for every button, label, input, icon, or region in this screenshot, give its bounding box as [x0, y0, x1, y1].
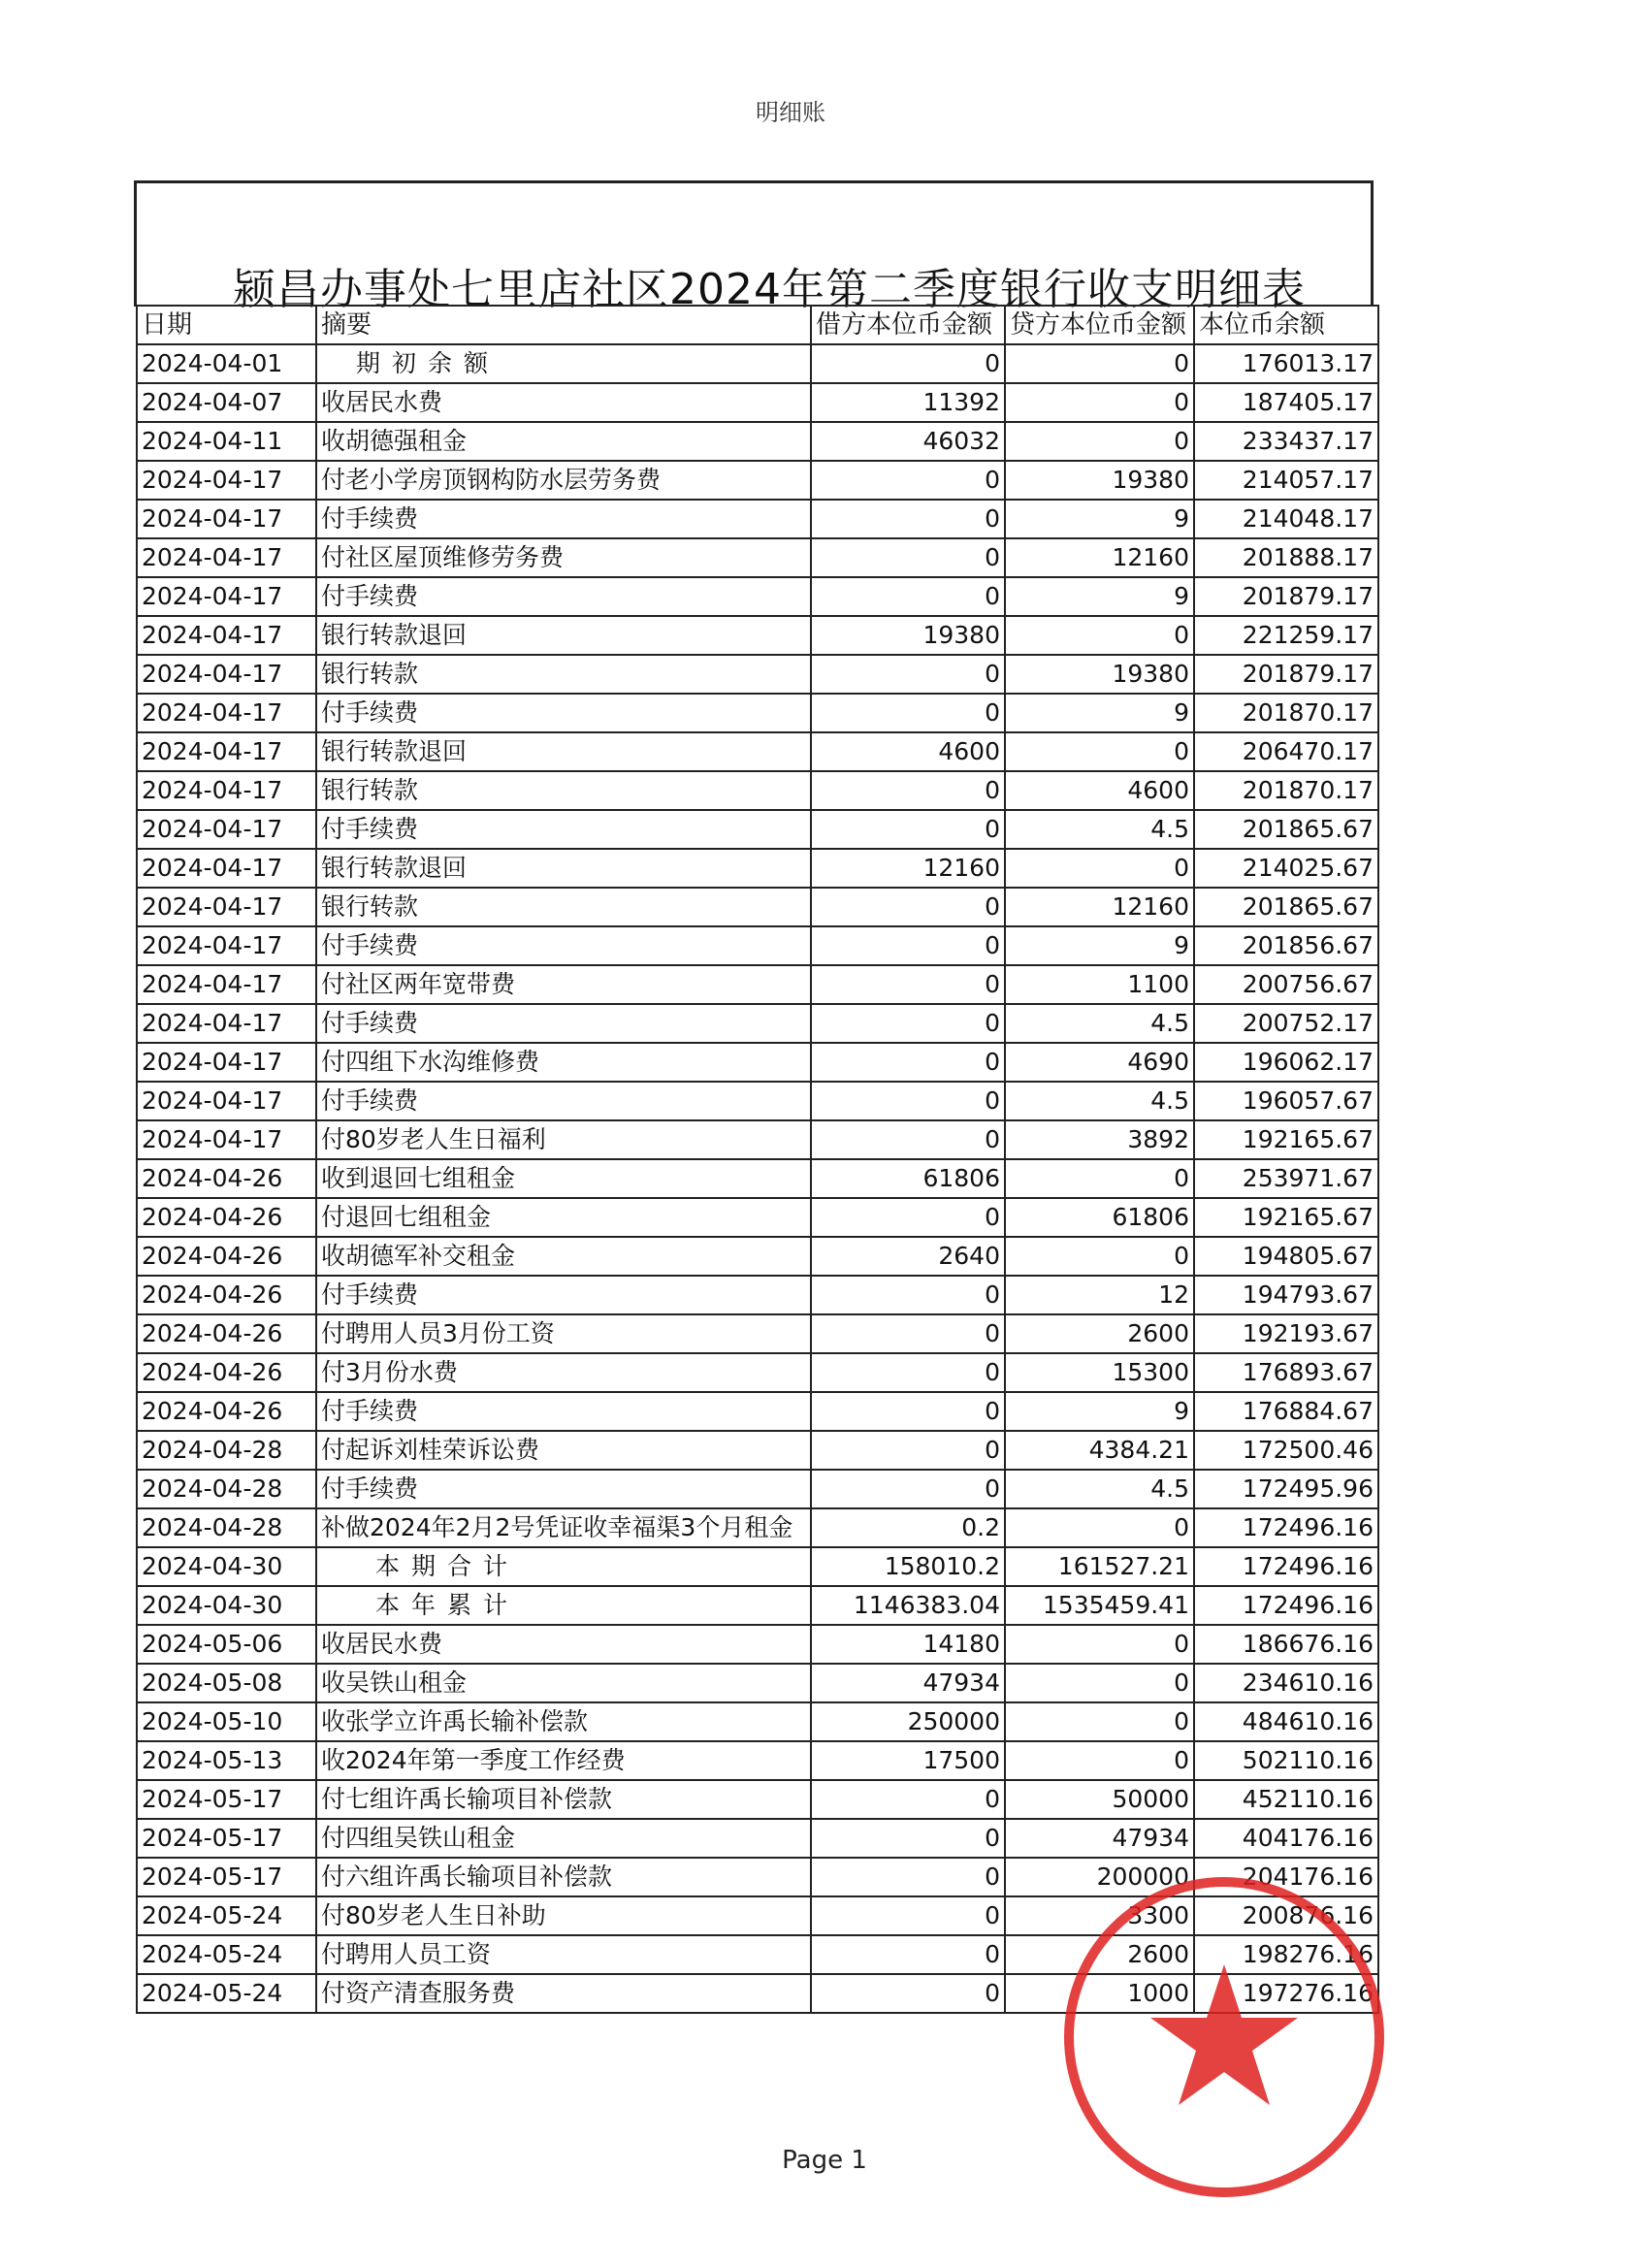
cell-date: 2024-04-17 — [137, 1082, 316, 1120]
cell-debit: 12160 — [811, 849, 1005, 888]
cell-credit: 15300 — [1005, 1353, 1194, 1392]
table-row — [137, 1664, 1378, 1702]
table-row — [137, 1586, 1378, 1625]
cell-date: 2024-04-30 — [137, 1586, 316, 1625]
cell-description: 付手续费 — [316, 577, 811, 616]
table-row — [137, 1043, 1378, 1082]
cell-balance: 172500.46 — [1194, 1431, 1378, 1470]
cell-credit: 61806 — [1005, 1198, 1194, 1237]
cell-balance: 233437.17 — [1194, 422, 1378, 461]
cell-balance: 204176.16 — [1194, 1858, 1378, 1896]
cell-balance: 234610.16 — [1194, 1664, 1378, 1702]
cell-date: 2024-04-11 — [137, 422, 316, 461]
cell-credit: 12 — [1005, 1276, 1194, 1314]
table-row — [137, 810, 1378, 849]
cell-debit: 0 — [811, 965, 1005, 1004]
table-row — [137, 1082, 1378, 1120]
page-header: 明细账 — [756, 99, 825, 126]
seal-star-icon — [1150, 1964, 1298, 2105]
cell-credit: 4690 — [1005, 1043, 1194, 1082]
ledger-table — [136, 305, 1379, 2014]
cell-balance: 176893.67 — [1194, 1353, 1378, 1392]
cell-credit: 9 — [1005, 500, 1194, 538]
cell-date: 2024-04-17 — [137, 849, 316, 888]
table-row — [137, 1353, 1378, 1392]
cell-balance: 192165.67 — [1194, 1120, 1378, 1159]
cell-description: 本年累计 — [316, 1586, 811, 1625]
cell-date: 2024-04-17 — [137, 1120, 316, 1159]
cell-credit: 50000 — [1005, 1780, 1194, 1819]
cell-description: 付六组许禹长输项目补偿款 — [316, 1858, 811, 1896]
cell-debit: 0 — [811, 810, 1005, 849]
cell-balance: 201879.17 — [1194, 577, 1378, 616]
cell-debit: 0 — [811, 694, 1005, 732]
cell-balance: 172496.16 — [1194, 1508, 1378, 1547]
cell-credit: 4.5 — [1005, 1470, 1194, 1508]
cell-date: 2024-04-26 — [137, 1237, 316, 1276]
cell-description: 付手续费 — [316, 500, 811, 538]
cell-date: 2024-04-01 — [137, 344, 316, 383]
cell-date: 2024-04-17 — [137, 888, 316, 926]
cell-credit: 1000 — [1005, 1974, 1194, 2013]
cell-debit: 0 — [811, 1043, 1005, 1082]
cell-credit: 0 — [1005, 849, 1194, 888]
cell-date: 2024-04-17 — [137, 965, 316, 1004]
cell-debit: 0 — [811, 1935, 1005, 1974]
cell-description: 付社区屋顶维修劳务费 — [316, 538, 811, 577]
cell-balance: 221259.17 — [1194, 616, 1378, 655]
cell-date: 2024-04-28 — [137, 1431, 316, 1470]
table-row — [137, 422, 1378, 461]
cell-debit: 0 — [811, 1198, 1005, 1237]
cell-description: 付3月份水费 — [316, 1353, 811, 1392]
table-row — [137, 1780, 1378, 1819]
cell-description: 付资产清查服务费 — [316, 1974, 811, 2013]
cell-date: 2024-05-10 — [137, 1702, 316, 1741]
cell-date: 2024-05-24 — [137, 1935, 316, 1974]
cell-description: 期初余额 — [316, 344, 811, 383]
cell-date: 2024-04-17 — [137, 500, 316, 538]
table-row — [137, 1314, 1378, 1353]
cell-balance: 200752.17 — [1194, 1004, 1378, 1043]
cell-balance: 200756.67 — [1194, 965, 1378, 1004]
table-row — [137, 1392, 1378, 1431]
cell-description: 银行转款 — [316, 655, 811, 694]
cell-balance: 201870.17 — [1194, 771, 1378, 810]
cell-balance: 192193.67 — [1194, 1314, 1378, 1353]
cell-debit: 0 — [811, 538, 1005, 577]
cell-debit: 1146383.04 — [811, 1586, 1005, 1625]
cell-date: 2024-04-26 — [137, 1314, 316, 1353]
cell-date: 2024-04-17 — [137, 1004, 316, 1043]
column-header-description: 摘要 — [316, 306, 811, 344]
cell-description: 银行转款 — [316, 771, 811, 810]
table-row — [137, 926, 1378, 965]
cell-balance: 196062.17 — [1194, 1043, 1378, 1082]
cell-balance: 452110.16 — [1194, 1780, 1378, 1819]
cell-description: 付老小学房顶钢构防水层劳务费 — [316, 461, 811, 500]
table-row — [137, 344, 1378, 383]
cell-debit: 4600 — [811, 732, 1005, 771]
cell-debit: 61806 — [811, 1159, 1005, 1198]
cell-debit: 0 — [811, 888, 1005, 926]
cell-debit: 0 — [811, 1120, 1005, 1159]
cell-description: 银行转款退回 — [316, 616, 811, 655]
cell-balance: 201865.67 — [1194, 888, 1378, 926]
cell-credit: 0 — [1005, 1508, 1194, 1547]
cell-credit: 0 — [1005, 383, 1194, 422]
cell-date: 2024-05-17 — [137, 1858, 316, 1896]
cell-date: 2024-05-24 — [137, 1896, 316, 1935]
column-header-credit: 贷方本位币金额 — [1005, 306, 1194, 344]
cell-description: 收胡德强租金 — [316, 422, 811, 461]
cell-credit: 200000 — [1005, 1858, 1194, 1896]
cell-debit: 47934 — [811, 1664, 1005, 1702]
cell-description: 补做2024年2月2号凭证收幸福渠3个月租金 — [316, 1508, 811, 1547]
column-header-debit: 借方本位币金额 — [811, 306, 1005, 344]
cell-description: 付聘用人员3月份工资 — [316, 1314, 811, 1353]
cell-balance: 214025.67 — [1194, 849, 1378, 888]
cell-description: 付80岁老人生日福利 — [316, 1120, 811, 1159]
cell-debit: 0 — [811, 771, 1005, 810]
cell-credit: 9 — [1005, 694, 1194, 732]
cell-balance: 201856.67 — [1194, 926, 1378, 965]
cell-description: 银行转款退回 — [316, 732, 811, 771]
table-row — [137, 732, 1378, 771]
cell-debit: 14180 — [811, 1625, 1005, 1664]
cell-debit: 17500 — [811, 1741, 1005, 1780]
cell-credit: 0 — [1005, 1237, 1194, 1276]
cell-date: 2024-05-17 — [137, 1819, 316, 1858]
cell-date: 2024-05-13 — [137, 1741, 316, 1780]
cell-balance: 201888.17 — [1194, 538, 1378, 577]
cell-credit: 0 — [1005, 1664, 1194, 1702]
cell-debit: 0 — [811, 1780, 1005, 1819]
cell-balance: 484610.16 — [1194, 1702, 1378, 1741]
cell-credit: 4600 — [1005, 771, 1194, 810]
cell-debit: 0 — [811, 1896, 1005, 1935]
table-row — [137, 1004, 1378, 1043]
table-row — [137, 383, 1378, 422]
cell-date: 2024-04-17 — [137, 616, 316, 655]
table-row — [137, 1237, 1378, 1276]
cell-credit: 0 — [1005, 1625, 1194, 1664]
cell-credit: 1535459.41 — [1005, 1586, 1194, 1625]
cell-debit: 2640 — [811, 1237, 1005, 1276]
cell-debit: 0 — [811, 655, 1005, 694]
table-row — [137, 694, 1378, 732]
cell-date: 2024-04-17 — [137, 694, 316, 732]
cell-description: 付手续费 — [316, 1004, 811, 1043]
cell-credit: 19380 — [1005, 655, 1194, 694]
cell-description: 付起诉刘桂荣诉讼费 — [316, 1431, 811, 1470]
cell-description: 付手续费 — [316, 694, 811, 732]
cell-date: 2024-04-26 — [137, 1392, 316, 1431]
ledger-body — [137, 344, 1378, 2013]
cell-description: 收胡德军补交租金 — [316, 1237, 811, 1276]
cell-balance: 194805.67 — [1194, 1237, 1378, 1276]
cell-credit: 3892 — [1005, 1120, 1194, 1159]
cell-credit: 1100 — [1005, 965, 1194, 1004]
cell-description: 银行转款退回 — [316, 849, 811, 888]
cell-credit: 0 — [1005, 344, 1194, 383]
cell-credit: 2600 — [1005, 1314, 1194, 1353]
cell-date: 2024-04-17 — [137, 538, 316, 577]
cell-description: 付手续费 — [316, 810, 811, 849]
cell-debit: 0 — [811, 1353, 1005, 1392]
table-header-row — [137, 306, 1378, 344]
cell-description: 付手续费 — [316, 1082, 811, 1120]
cell-credit: 0 — [1005, 422, 1194, 461]
cell-description: 付七组许禹长输项目补偿款 — [316, 1780, 811, 1819]
cell-description: 收居民水费 — [316, 1625, 811, 1664]
cell-date: 2024-04-17 — [137, 655, 316, 694]
table-row — [137, 1159, 1378, 1198]
cell-debit: 0 — [811, 577, 1005, 616]
column-header-balance: 本位币余额 — [1194, 306, 1378, 344]
table-row — [137, 1470, 1378, 1508]
cell-balance: 196057.67 — [1194, 1082, 1378, 1120]
cell-credit: 0 — [1005, 1702, 1194, 1741]
table-row — [137, 500, 1378, 538]
cell-balance: 187405.17 — [1194, 383, 1378, 422]
cell-credit: 9 — [1005, 1392, 1194, 1431]
cell-debit: 0 — [811, 1276, 1005, 1314]
cell-debit: 0 — [811, 344, 1005, 383]
table-row — [137, 616, 1378, 655]
table-row — [137, 965, 1378, 1004]
table-row — [137, 1819, 1378, 1858]
cell-balance: 176013.17 — [1194, 344, 1378, 383]
cell-balance: 197276.16 — [1194, 1974, 1378, 2013]
cell-balance: 200876.16 — [1194, 1896, 1378, 1935]
cell-balance: 206470.17 — [1194, 732, 1378, 771]
cell-description: 付社区两年宽带费 — [316, 965, 811, 1004]
cell-debit: 0 — [811, 1974, 1005, 2013]
cell-date: 2024-04-28 — [137, 1470, 316, 1508]
cell-balance: 201879.17 — [1194, 655, 1378, 694]
page-number: Page 1 — [782, 2146, 867, 2175]
cell-debit: 0 — [811, 1470, 1005, 1508]
cell-debit: 158010.2 — [811, 1547, 1005, 1586]
cell-description: 付退回七组租金 — [316, 1198, 811, 1237]
cell-balance: 198276.16 — [1194, 1935, 1378, 1974]
cell-balance: 201865.67 — [1194, 810, 1378, 849]
table-row — [137, 461, 1378, 500]
table-row — [137, 577, 1378, 616]
cell-credit: 19380 — [1005, 461, 1194, 500]
cell-credit: 12160 — [1005, 538, 1194, 577]
cell-credit: 0 — [1005, 1159, 1194, 1198]
cell-description: 收张学立许禹长输补偿款 — [316, 1702, 811, 1741]
cell-credit: 4.5 — [1005, 810, 1194, 849]
cell-date: 2024-04-17 — [137, 1043, 316, 1082]
table-row — [137, 538, 1378, 577]
cell-balance: 186676.16 — [1194, 1625, 1378, 1664]
table-row — [137, 1741, 1378, 1780]
cell-credit: 12160 — [1005, 888, 1194, 926]
cell-date: 2024-04-17 — [137, 461, 316, 500]
cell-date: 2024-04-17 — [137, 926, 316, 965]
cell-balance: 176884.67 — [1194, 1392, 1378, 1431]
cell-balance: 253971.67 — [1194, 1159, 1378, 1198]
cell-description: 收吴铁山租金 — [316, 1664, 811, 1702]
cell-debit: 0 — [811, 1082, 1005, 1120]
table-row — [137, 849, 1378, 888]
cell-balance: 192165.67 — [1194, 1198, 1378, 1237]
cell-debit: 0 — [811, 1858, 1005, 1896]
cell-credit: 161527.21 — [1005, 1547, 1194, 1586]
cell-description: 银行转款 — [316, 888, 811, 926]
table-row — [137, 771, 1378, 810]
cell-description: 付手续费 — [316, 1392, 811, 1431]
cell-credit: 4.5 — [1005, 1082, 1194, 1120]
cell-credit: 47934 — [1005, 1819, 1194, 1858]
cell-debit: 0 — [811, 926, 1005, 965]
cell-balance: 502110.16 — [1194, 1741, 1378, 1780]
cell-debit: 11392 — [811, 383, 1005, 422]
cell-description: 付手续费 — [316, 926, 811, 965]
table-row — [137, 1625, 1378, 1664]
cell-date: 2024-04-30 — [137, 1547, 316, 1586]
cell-debit: 0 — [811, 461, 1005, 500]
cell-date: 2024-05-24 — [137, 1974, 316, 2013]
table-row — [137, 1120, 1378, 1159]
cell-date: 2024-05-06 — [137, 1625, 316, 1664]
cell-description: 付四组下水沟维修费 — [316, 1043, 811, 1082]
cell-debit: 250000 — [811, 1702, 1005, 1741]
cell-description: 付手续费 — [316, 1276, 811, 1314]
cell-debit: 0.2 — [811, 1508, 1005, 1547]
cell-date: 2024-04-26 — [137, 1198, 316, 1237]
cell-description: 收2024年第一季度工作经费 — [316, 1741, 811, 1780]
cell-debit: 0 — [811, 1819, 1005, 1858]
cell-date: 2024-04-17 — [137, 771, 316, 810]
cell-credit: 3300 — [1005, 1896, 1194, 1935]
cell-debit: 0 — [811, 1392, 1005, 1431]
table-row — [137, 888, 1378, 926]
table-row — [137, 1431, 1378, 1470]
cell-description: 付四组吴铁山租金 — [316, 1819, 811, 1858]
cell-description: 收居民水费 — [316, 383, 811, 422]
cell-debit: 0 — [811, 500, 1005, 538]
cell-balance: 172496.16 — [1194, 1547, 1378, 1586]
cell-date: 2024-05-08 — [137, 1664, 316, 1702]
cell-debit: 0 — [811, 1314, 1005, 1353]
cell-date: 2024-05-17 — [137, 1780, 316, 1819]
cell-date: 2024-04-07 — [137, 383, 316, 422]
cell-description: 付手续费 — [316, 1470, 811, 1508]
column-header-date: 日期 — [137, 306, 316, 344]
cell-description: 收到退回七组租金 — [316, 1159, 811, 1198]
cell-debit: 0 — [811, 1431, 1005, 1470]
table-row — [137, 1276, 1378, 1314]
cell-credit: 9 — [1005, 926, 1194, 965]
cell-date: 2024-04-26 — [137, 1276, 316, 1314]
cell-debit: 19380 — [811, 616, 1005, 655]
cell-balance: 172496.16 — [1194, 1586, 1378, 1625]
cell-debit: 0 — [811, 1004, 1005, 1043]
page-title: 颍昌办事处七里店社区2024年第二季度银行收支明细表 — [233, 265, 1306, 314]
cell-credit: 4.5 — [1005, 1004, 1194, 1043]
cell-credit: 0 — [1005, 1741, 1194, 1780]
cell-date: 2024-04-26 — [137, 1159, 316, 1198]
table-row — [137, 1508, 1378, 1547]
cell-credit: 0 — [1005, 732, 1194, 771]
cell-date: 2024-04-26 — [137, 1353, 316, 1392]
cell-description: 本期合计 — [316, 1547, 811, 1586]
cell-balance: 194793.67 — [1194, 1276, 1378, 1314]
cell-date: 2024-04-17 — [137, 810, 316, 849]
table-row — [137, 1702, 1378, 1741]
table-row — [137, 1547, 1378, 1586]
cell-balance: 201870.17 — [1194, 694, 1378, 732]
table-row — [137, 655, 1378, 694]
cell-balance: 172495.96 — [1194, 1470, 1378, 1508]
cell-description: 付聘用人员工资 — [316, 1935, 811, 1974]
cell-date: 2024-04-17 — [137, 577, 316, 616]
cell-debit: 46032 — [811, 422, 1005, 461]
cell-credit: 0 — [1005, 616, 1194, 655]
cell-credit: 2600 — [1005, 1935, 1194, 1974]
cell-description: 付80岁老人生日补助 — [316, 1896, 811, 1935]
cell-credit: 4384.21 — [1005, 1431, 1194, 1470]
table-row — [137, 1198, 1378, 1237]
cell-balance: 214048.17 — [1194, 500, 1378, 538]
cell-balance: 404176.16 — [1194, 1819, 1378, 1858]
cell-balance: 214057.17 — [1194, 461, 1378, 500]
cell-date: 2024-04-28 — [137, 1508, 316, 1547]
cell-date: 2024-04-17 — [137, 732, 316, 771]
cell-credit: 9 — [1005, 577, 1194, 616]
